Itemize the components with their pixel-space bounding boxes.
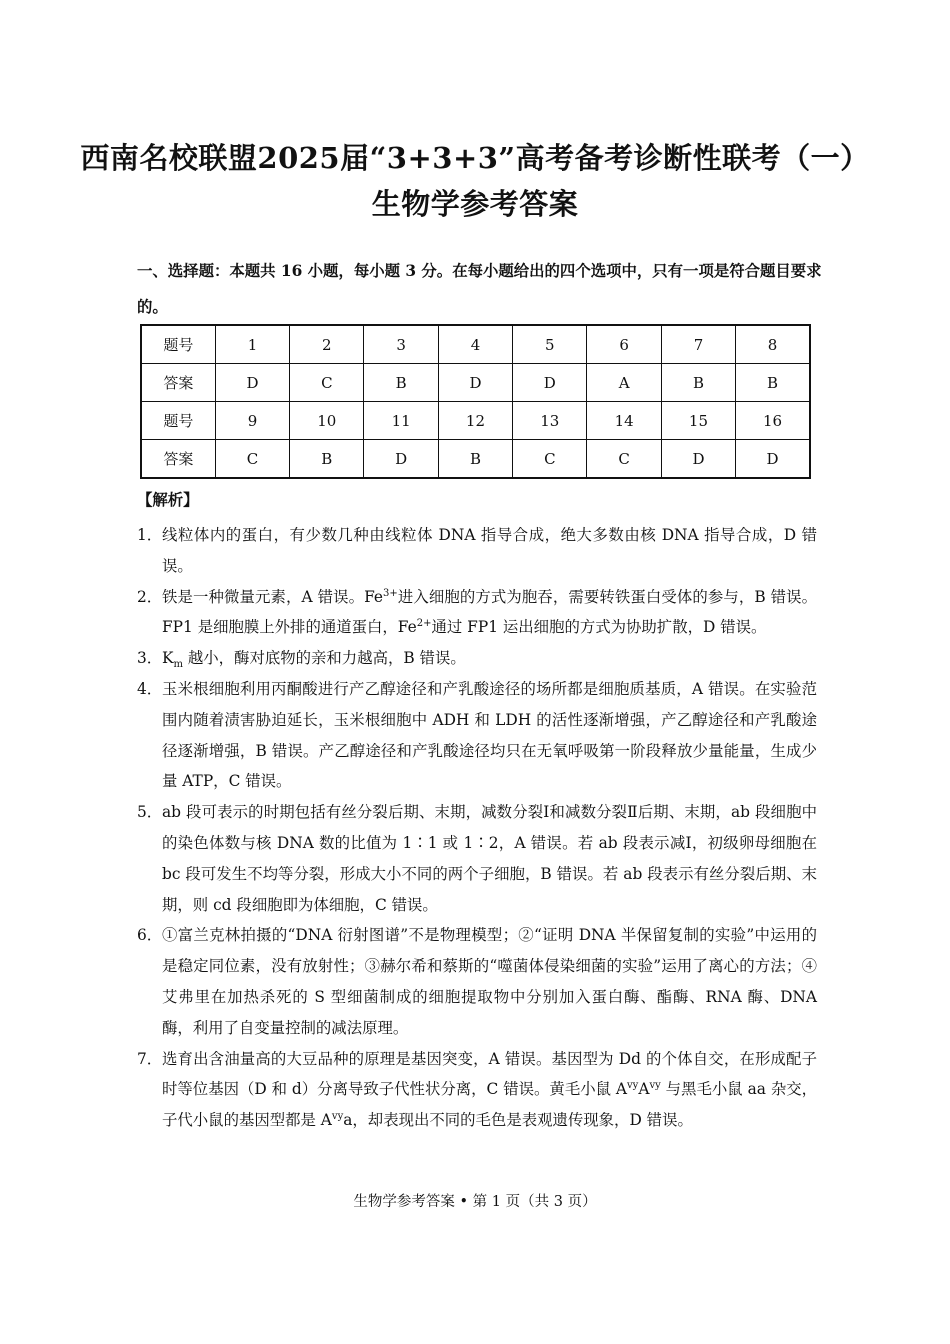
table-cell: 10 (290, 402, 364, 440)
item-text: 越小，酶对底物的亲和力越高，B 错误。 (182, 649, 466, 668)
table-row (141, 325, 810, 364)
item-text: 玉米根细胞利用丙酮酸进行产乙醇途径和产乳酸途径的场所都是细胞质基质，A 错误。在实验范围内随着渍害胁迫延长，玉米根细胞中 ADH 和 LDH 的活性逐渐增强，产乙醇途径和产乳酸途径逐渐增强，B 错误。产乙醇途径和产乳酸途径均只在无氧呼吸第一阶段释放少量能量，生成少量 ATP，C 错误。 (162, 679, 817, 791)
item-text: a，却表现出不同的毛色是表观遗传现象，D 错误。 (343, 1111, 693, 1130)
table-cell: 4 (438, 325, 512, 364)
item-text: 选育出含油量高的大豆品种的原理是基因突变，A 错误。基因型为 Dd 的个体自交，在形成配子时等位基因（D 和 d）分离导致子代性状分离，C 错误。黄毛小鼠 A (162, 1049, 817, 1099)
table-cell: D (438, 364, 512, 402)
item-number: 3． (137, 649, 163, 668)
table-cell: 14 (587, 402, 661, 440)
analysis-list (137, 520, 817, 1136)
row-label: 答案 (141, 364, 215, 402)
analysis-heading: 【解析】 (137, 491, 199, 509)
document-title: 西南名校联盟2025届“3+3+3”高考备考诊断性联考（一） (80, 141, 870, 175)
table-cell: B (736, 364, 810, 402)
list-item (137, 643, 817, 674)
superscript: 2+ (416, 618, 432, 630)
table-cell: B (661, 364, 735, 402)
table-cell: D (736, 440, 810, 479)
page-footer: 生物学参考答案 • 第 1 页（共 3 页） (353, 1194, 597, 1210)
table-cell: 11 (364, 402, 438, 440)
row-label: 答案 (141, 440, 215, 479)
table-cell: C (290, 364, 364, 402)
item-text: 线粒体内的蛋白，有少数几种由线粒体 DNA 指导合成，绝大多数由核 DNA 指导合成，D 错误。 (162, 526, 817, 575)
list-item (137, 520, 817, 582)
table-cell: 1 (215, 325, 289, 364)
table-cell: 15 (661, 402, 735, 440)
table-cell: A (587, 364, 661, 402)
table-cell: 5 (513, 325, 587, 364)
table-cell: B (438, 440, 512, 479)
item-number: 2． (137, 587, 163, 606)
superscript: vy (649, 1080, 661, 1092)
table-cell: D (513, 364, 587, 402)
item-text: A (638, 1080, 650, 1099)
list-item (137, 1044, 817, 1136)
table-cell: B (364, 364, 438, 402)
table-cell: 2 (290, 325, 364, 364)
superscript: 3+ (383, 587, 398, 599)
table-cell: C (513, 440, 587, 479)
item-number: 5． (137, 803, 163, 822)
table-cell: D (215, 364, 289, 402)
table-cell: C (587, 440, 661, 479)
row-label: 题号 (141, 402, 215, 440)
list-item (137, 920, 817, 1043)
item-number: 4． (137, 679, 163, 698)
table-cell: D (364, 440, 438, 479)
item-text: 与黑毛小鼠 aa 杂交，子代小鼠的基因型都是 A (162, 1080, 818, 1130)
table-row (141, 364, 810, 402)
table-cell: B (290, 440, 364, 479)
row-label: 题号 (141, 325, 215, 364)
section-heading: 一、选择题：本题共 16 小题，每小题 3 分。在每小题给出的四个选项中，只有一项是符合题目要求的。 (137, 262, 822, 316)
item-text: 铁是一种微量元素，A 错误。Fe (162, 587, 384, 606)
table-cell: D (661, 440, 735, 479)
answer-table (140, 324, 811, 479)
table-cell: 12 (438, 402, 512, 440)
item-number: 7． (137, 1049, 163, 1068)
item-text: 通过 FP1 运出细胞的方式为协助扩散，D 错误。 (431, 618, 767, 637)
table-cell: 9 (215, 402, 289, 440)
item-text: ①富兰克林拍摄的“DNA 衍射图谱”不是物理模型；②“证明 DNA 半保留复制的实验”中运用的是稳定同位素，没有放射性；③赫尔希和蔡斯的“噬菌体侵染细菌的实验”运用了离心的方法；④艾弗里在加热杀死的 S 型细菌制成的细胞提取物中分别加入蛋白酶、酯酶、RNA 酶、DNA 酶，利用了自变量控制的减法原理。 (162, 926, 817, 1037)
item-text: K (162, 649, 174, 668)
superscript: vy (331, 1111, 344, 1123)
subscript: m (173, 659, 183, 671)
table-cell: 13 (513, 402, 587, 440)
table-cell: 16 (736, 402, 810, 440)
item-number: 1． (137, 526, 163, 544)
list-item (137, 797, 817, 920)
item-number: 6． (137, 926, 163, 945)
item-text: 进入细胞的方式为胞吞，需要转铁蛋白受体的参与，B 错误。FP1 是细胞膜上外排的通道蛋白，Fe (162, 587, 818, 637)
table-cell: 3 (364, 325, 438, 364)
table-cell: 7 (661, 325, 735, 364)
table-row (141, 402, 810, 440)
table-cell: 6 (587, 325, 661, 364)
superscript: vy (627, 1080, 639, 1092)
document-subtitle: 生物学参考答案 (371, 187, 579, 221)
item-text: ab 段可表示的时期包括有丝分裂后期、末期，减数分裂Ⅰ和减数分裂Ⅱ后期、末期，ab 段细胞中的染色体数与核 DNA 数的比值为 1∶1 或 1∶2，A 错误。若 ab 段表示减Ⅰ，初级卵母细胞在 bc 段可发生不均等分裂，形成大小不同的两个子细胞，B 错误。若 ab 段表示有丝分裂后期、末期，则 cd 段细胞即为体细胞，C 错误。 (162, 803, 817, 914)
table-cell: 8 (736, 325, 810, 364)
list-item (137, 674, 817, 797)
table-row (141, 440, 810, 479)
table-cell: C (215, 440, 289, 479)
list-item (137, 582, 817, 644)
